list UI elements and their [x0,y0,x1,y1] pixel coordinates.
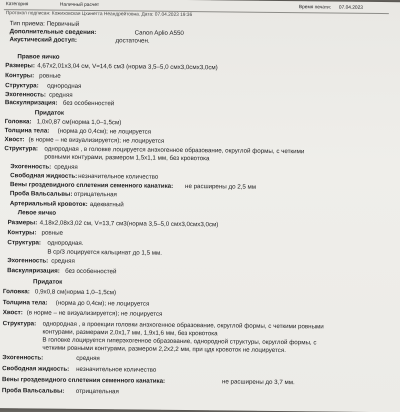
right-fluid-value: незначительное количество [78,172,159,181]
left-valsalva-value: отрицательная [75,387,119,396]
left-head-value: 0,9х0,8 см(норма 1,0–1,5см) [34,288,117,297]
extra-info-value: Canon Aplio A550 [134,29,184,37]
left-tail-value: (в норме – не визуализируется); не лоцируется [26,309,163,318]
left-head-label: Головка: [2,288,30,296]
right-veins-label: Вены гроздевидного сплетения семенного канатика: [10,181,174,190]
left-fluid-value: незначительное количество [76,365,157,374]
right-arterial-label: Артериальный кровоток: [9,200,88,208]
left-valsalva-label: Проба Вальсальвы: [1,387,65,395]
left-vascular-value: без особенностей [65,267,117,276]
right-head-label: Головка: [4,118,32,126]
category-label: Категория [5,2,29,8]
left-structure-note: В ср/3 лоцируется кальцинат до 1,5 мм. [47,248,163,257]
right-echo2-label: Эхогенность: [10,163,52,171]
right-size-label: Размеры: [5,62,35,70]
acoustic-label: Акустический доступ: [9,36,78,44]
left-appendage-title: Придаток [32,278,63,286]
acoustic-value: достаточен. [115,37,150,45]
right-vascular-value: без особенностей [62,99,115,108]
left-structure2-value: однородная , в проекции головки анэхогенное образование, округлой формы, с четкими ровными [42,320,324,331]
left-structure2-label: Структура: [2,320,37,328]
right-structure2-value-cont: ровными контурами, размером 1,5х1,1 мм, без кровотока [44,153,210,163]
right-veins-value: не расширены до 2,5 мм [184,182,257,191]
right-size-value: 4,67х2,01х3,04 см, V=14,6 см3 (норма 3,5–5,0 смх3,0смх3,0см) [37,62,218,72]
left-veins-label: Вены гроздевидного сплетения семенного канатика: [1,376,166,385]
extra-info-label: Дополнительные сведения: [9,28,97,37]
right-appendage-title: Придаток [34,109,65,117]
print-time-value: 07.04.2023 [338,5,363,11]
left-structure2-value-cont3: четкими ровными контурами, размером 2,2х2,2 мм, при цдк кровоток не лоцируется. [42,344,287,355]
left-body-value: (норма до 0,4см); не лоцируется [55,299,150,308]
left-testicle-title: Левое яичко [17,209,57,217]
left-echogenicity-value: средняя [51,257,75,265]
left-contours-label: Контуры: [7,229,37,237]
right-testicle-title: Правое яичко [17,53,60,61]
right-body-value: (норма до 0,4см); не лоцируется [57,127,152,136]
right-structure2-value: однородная , в головке лоцируется анэхогенное образование, округлой формы, с четкими [44,145,305,156]
right-vascular-label: Васкуляризация: [4,99,58,107]
left-echo2-value: средняя [76,354,100,363]
right-body-label: Толщина тела: [4,127,50,135]
right-contours-label: Контуры: [5,72,35,80]
left-size-value: 4,18х2,08х3,02 см, V=13,7 см3(норма 3,5–5,0 смх3,0смх3,0см) [39,219,219,229]
left-structure-value: однородная. [47,239,84,247]
right-fluid-label: Свободная жидкость: [10,172,78,180]
right-valsalva-label: Проба Вальсальвы: [9,190,73,198]
right-echogenicity-label: Эхогенность: [4,91,47,99]
left-structure-label: Структура: [7,239,42,247]
left-veins-value: не расширены до 3,7 мм. [221,378,295,387]
right-tail-value: (в норме – не визуализируется); не лоцируется [28,136,165,145]
right-structure-value: однородная [47,82,82,90]
right-tail-label: Хвост: [4,136,25,144]
left-size-label: Размеры: [7,219,38,227]
right-echogenicity-value: средняя [48,91,73,99]
left-echo2-label: Эхогенность: [2,354,44,362]
right-arterial-value: адекватный [89,200,124,209]
right-structure-label: Структура: [5,82,39,90]
left-vascular-label: Васкуляризация: [7,267,60,275]
right-head-value: 1,0х0,87 см(норма 1,0–1,5см) [36,118,122,127]
reception-type: Тип приема: Первичный [9,20,80,28]
protocol-line: Протокол подписан: Кожиховская Цхинетта Неандрейтовна. Дата: 07.04.2023 19:36 [5,11,193,19]
right-structure2-label: Структура: [4,145,39,153]
left-tail-label: Хвост: [2,309,23,317]
left-echogenicity-label: Эхогенность: [7,257,49,265]
left-structure2-value-cont2: В головке лоцируется гиперэхогенное образование, однородной структуры, округлой формы, с [42,336,317,347]
right-contours-value: ровные [39,72,61,80]
print-time-label: Время печати: [298,5,332,11]
category-value: Наличный расчет [59,2,100,9]
left-body-label: Толщина тела: [2,299,48,307]
left-structure2-value-cont: контурами, размерами 2,0х1,7 мм, 1,9х1,6 мм, без кровотока [42,328,218,338]
right-echo2-value: средняя [54,163,78,171]
right-valsalva-value: отрицательная [73,190,117,199]
left-fluid-label: Свободная жидкость: [2,365,70,373]
left-contours-value: ровные [41,229,64,237]
